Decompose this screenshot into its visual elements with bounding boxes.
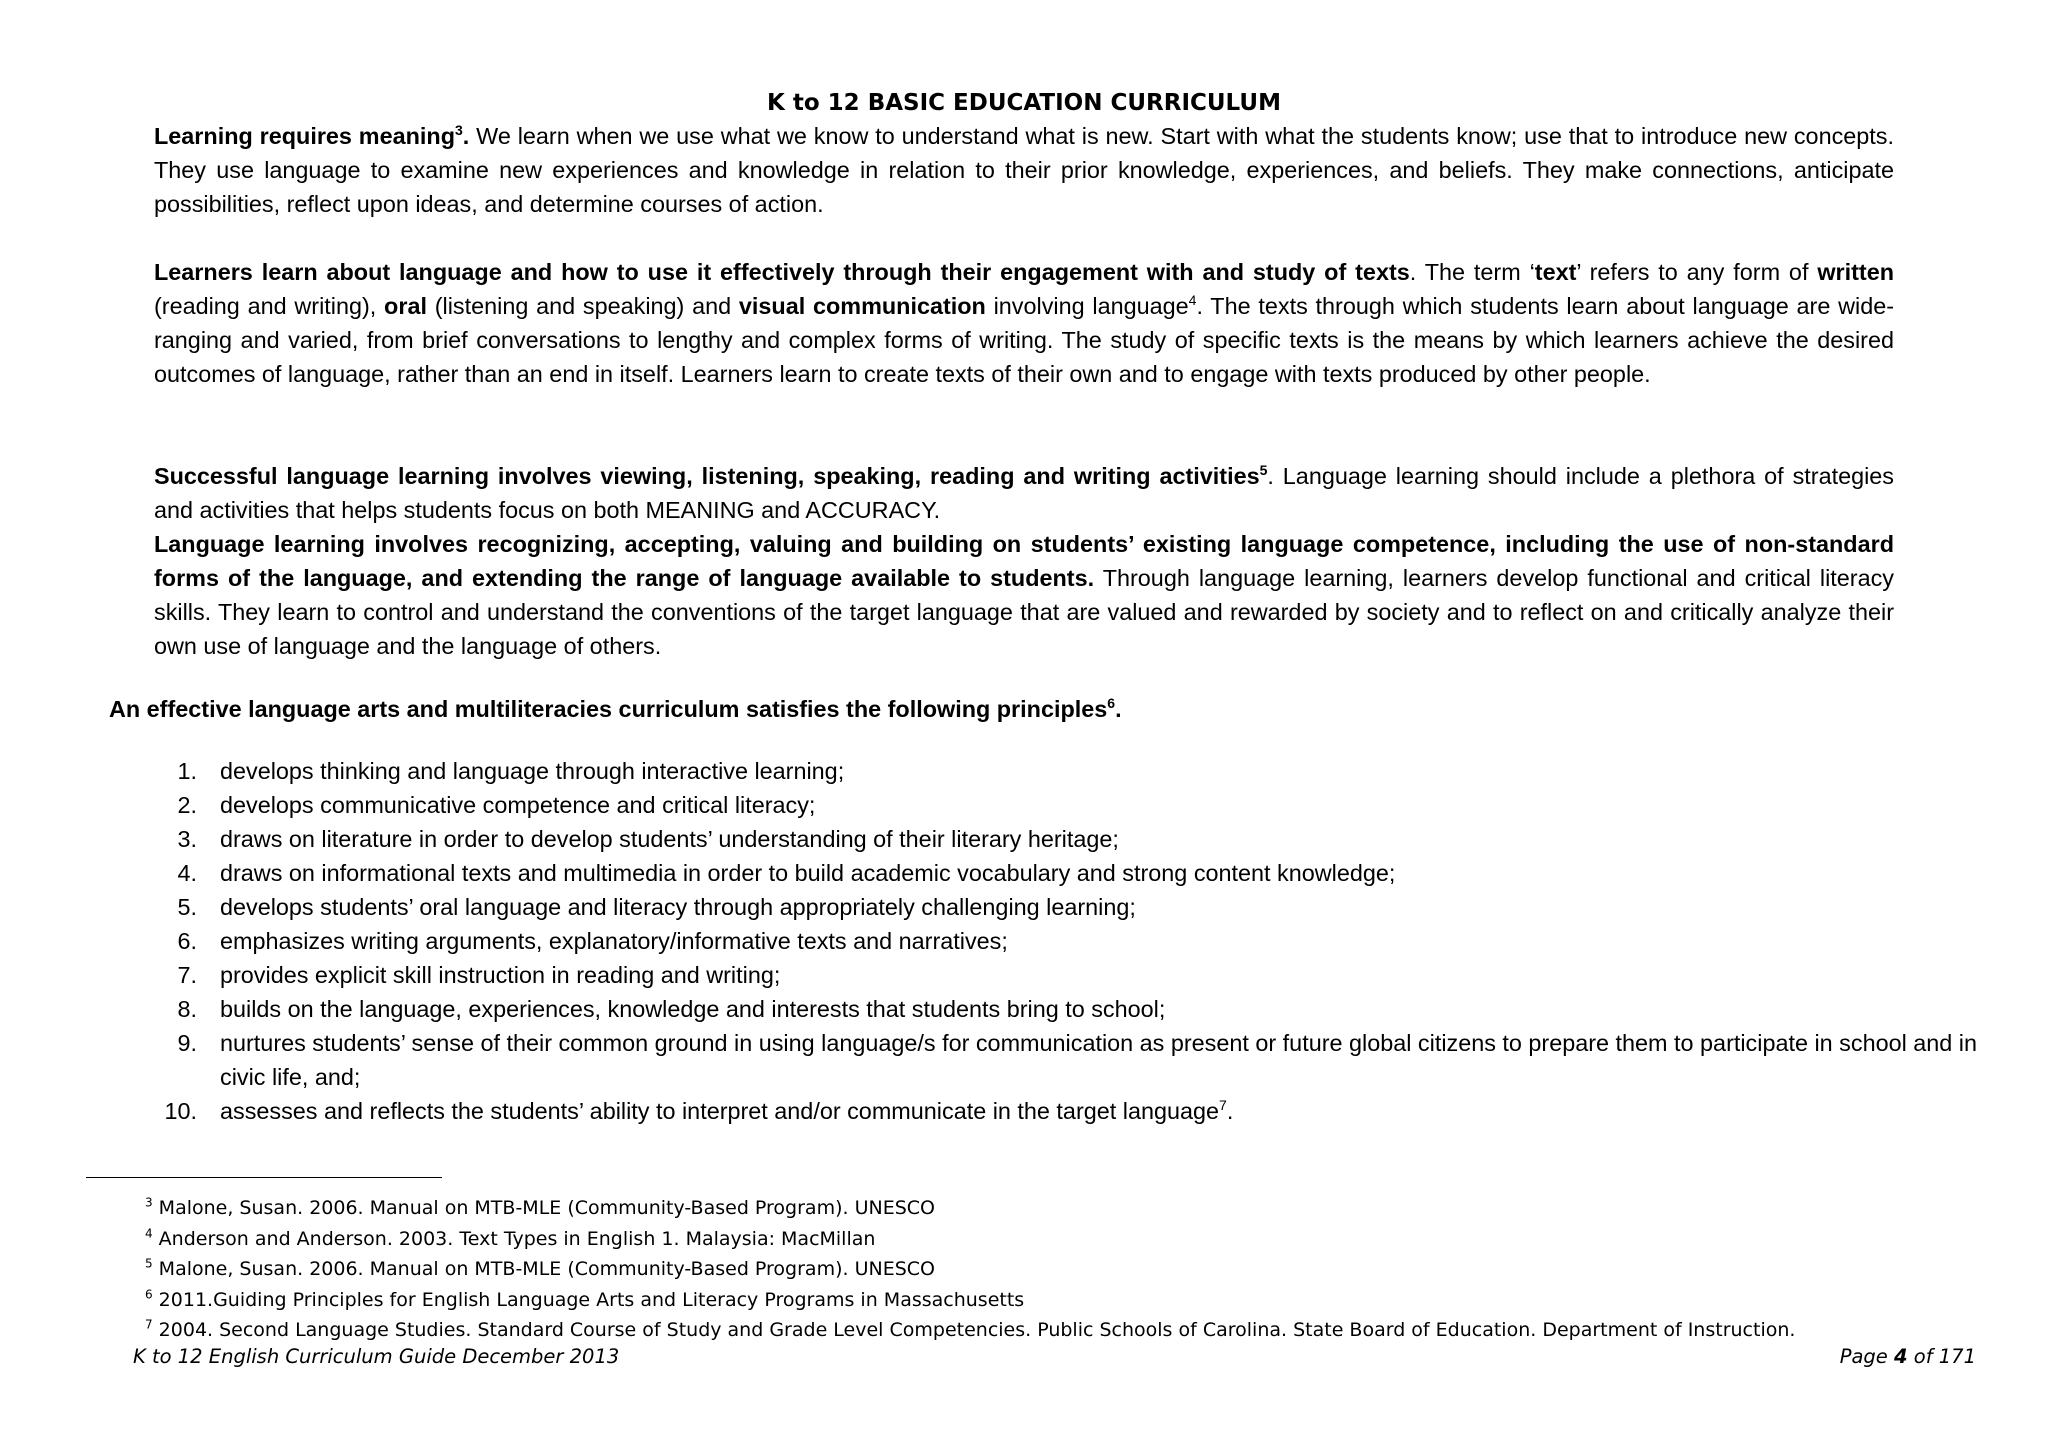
footnote xyxy=(145,1193,1945,1224)
footnote-ref: 5 xyxy=(1259,462,1268,479)
list-item-number: 5. xyxy=(177,894,197,920)
paragraph-lead: Learners learn about language and how to use it effectively through their engagement with and study of texts xyxy=(154,259,1410,285)
footnote-number: 3 xyxy=(145,1195,153,1210)
page-title: K to 12 BASIC EDUCATION CURRICULUM xyxy=(767,90,1281,116)
footnote-text: Malone, Susan. 2006. Manual on MTB-MLE (Community-Based Program). UNESCO xyxy=(152,1197,935,1219)
term-text: text xyxy=(1534,259,1577,285)
list-item-number: 9. xyxy=(177,1030,197,1056)
paragraph-learning-requires-meaning xyxy=(154,119,1894,221)
list-item-text xyxy=(220,1094,1990,1128)
term-written: written xyxy=(1817,259,1894,285)
footnote-ref: 7 xyxy=(1219,1097,1227,1114)
list-item-number: 7. xyxy=(177,962,197,988)
paragraph-text: . The term ‘ xyxy=(1409,259,1535,285)
footnote-ref: 6 xyxy=(1107,695,1116,712)
list-item-text: develops thinking and language through interactive learning; xyxy=(220,758,845,784)
list-item-text: draws on literature in order to develop students’ understanding of their literary heritage; xyxy=(220,826,1119,852)
paragraph-successful-language-learning xyxy=(154,459,1894,527)
principles-heading-text: An effective language arts and multiliteracies curriculum satisfies the following principles xyxy=(109,696,1108,722)
list-item-text: nurtures students’ sense of their common ground in using language/s for communication as present or future global citizens to prepare them to participate in school and in civic life, and; xyxy=(220,1030,1978,1090)
footnote-text: 2004. Second Language Studies. Standard Course of Study and Grade Level Competencies. Public Schools of Carolina. State Board of Education. Department of Instruction. xyxy=(152,1319,1796,1341)
list-item-text-main: assesses and reflects the students’ ability to interpret and/or communicate in the target language xyxy=(220,1098,1220,1124)
footnote-number: 5 xyxy=(145,1256,153,1271)
paragraph-text: Through language learning, learners develop functional and critical literacy skills. They learn to control and understand the conventions of the target language that are valued and rewarded by society and to reflect on and critically analyze their own use of language and the language of others. xyxy=(154,565,1894,659)
principles-heading-dot: . xyxy=(1115,696,1122,722)
paragraph-language-learning-involves xyxy=(154,527,1894,663)
list-item-number: 3. xyxy=(177,826,197,852)
list-item-text: builds on the language, experiences, knowledge and interests that students bring to school; xyxy=(220,996,1166,1022)
paragraph-text: (reading and writing), xyxy=(154,293,385,319)
footnote-text: Malone, Susan. 2006. Manual on MTB-MLE (Community-Based Program). UNESCO xyxy=(152,1258,935,1280)
list-item-number: 4. xyxy=(177,860,197,886)
list-item-number: 8. xyxy=(177,996,197,1022)
list-item-text: emphasizes writing arguments, explanatory/informative texts and narratives; xyxy=(220,928,1008,954)
paragraph-text: We learn when we use what we know to understand what is new. Start with what the students know; use that to introduce new concepts. They use language to examine new experiences and knowledge in relation to their prior knowledge, experiences, and beliefs. They make connections, anticipate possibilities, reflect upon ideas, and determine courses of action. xyxy=(154,123,1894,217)
footnote xyxy=(145,1254,1945,1285)
page-number-total: of 171 xyxy=(1907,1345,1976,1368)
paragraph-lead-dot: . xyxy=(462,123,470,149)
list-item-text-end: . xyxy=(1226,1098,1234,1124)
term-visual-communication: visual communication xyxy=(738,293,986,319)
footnote xyxy=(145,1285,1945,1316)
paragraph-lead: Successful language learning involves viewing, listening, speaking, reading and writing activities xyxy=(154,463,1260,489)
paragraph-text: . Language learning should include a plethora of strategies and activities that helps students focus on both MEANING and ACCURACY. xyxy=(154,463,1894,523)
principles-heading xyxy=(109,692,1122,726)
term-oral: oral xyxy=(384,293,427,319)
paragraph-learners-learn xyxy=(154,255,1894,391)
paragraph-text: (listening and speaking) and xyxy=(426,293,739,319)
list-item-text: provides explicit skill instruction in reading and writing; xyxy=(220,962,781,988)
paragraph-text: involving language xyxy=(985,293,1189,319)
footnote-number: 6 xyxy=(145,1287,153,1302)
footnote-ref: 4 xyxy=(1188,292,1197,309)
page-footer xyxy=(133,1344,1976,1370)
list-item-text: draws on informational texts and multimedia in order to build academic vocabulary and strong content knowledge; xyxy=(220,860,1396,886)
list-item-number: 6. xyxy=(177,928,197,954)
paragraph-text: ’ refers to any form of xyxy=(1576,259,1818,285)
footnote-separator xyxy=(86,1177,442,1178)
paragraph-lead: Language learning involves recognizing, accepting, valuing and building on students’ existing language competence, including the use of non-standard forms of the language, and extending the range of language available to students. xyxy=(154,531,1894,591)
paragraph-lead: Learning requires meaning xyxy=(154,123,455,149)
footnote-text: Anderson and Anderson. 2003. Text Types in English 1. Malaysia: MacMillan xyxy=(152,1227,876,1250)
footnote xyxy=(145,1315,1945,1346)
page-number xyxy=(1840,1344,1976,1370)
list-item-text: develops communicative competence and critical literacy; xyxy=(220,792,816,818)
footer-guide-title: K to 12 English Curriculum Guide December 2013 xyxy=(133,1345,620,1368)
footnote xyxy=(145,1224,1945,1255)
page-number-current: 4 xyxy=(1894,1345,1908,1368)
page-number-prefix: Page xyxy=(1839,1345,1894,1368)
footnote-ref: 3 xyxy=(455,122,463,139)
footnote-number: 4 xyxy=(145,1226,153,1241)
list-item-number: 10. xyxy=(164,1098,197,1124)
footnote-number: 7 xyxy=(145,1317,153,1332)
footnotes xyxy=(145,1193,1945,1346)
list-item-number: 1. xyxy=(177,758,197,784)
list-item-number: 2. xyxy=(177,792,197,818)
paragraph-text: . The texts through which students learn about language are wide-ranging and varied, from brief conversations to lengthy and complex forms of writing. The study of specific texts is the means by which learners achieve the desired outcomes of language, rather than an end in itself. Learners learn to create texts of their own and to engage with texts produced by other people. xyxy=(154,293,1894,387)
list-item-text: develops students’ oral language and literacy through appropriately challenging learning; xyxy=(220,894,1136,920)
footnote-text: 2011.Guiding Principles for English Language Arts and Literacy Programs in Massachusetts xyxy=(152,1288,1025,1311)
